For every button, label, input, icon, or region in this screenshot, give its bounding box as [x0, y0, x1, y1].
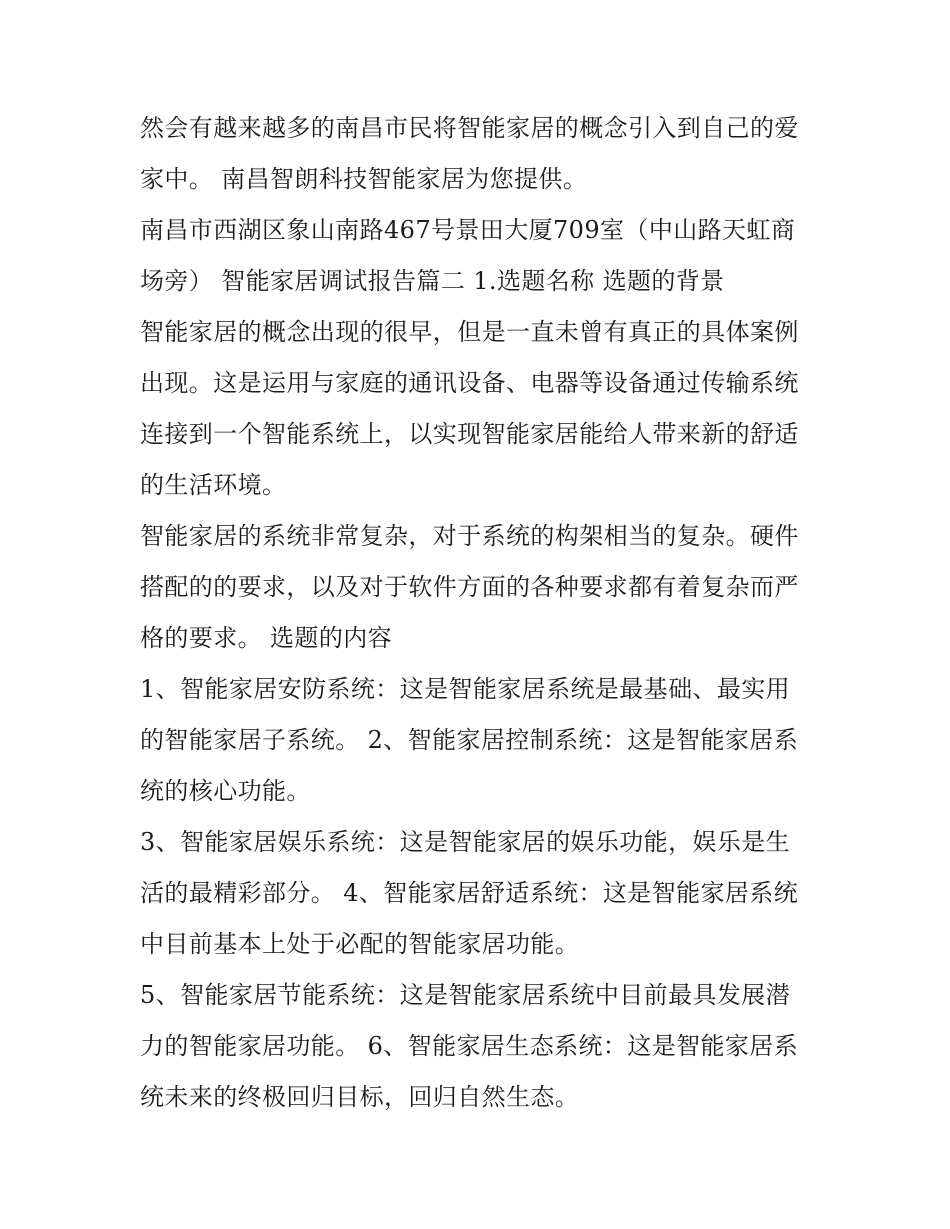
- text-line: 的智能家居子系统。 2、智能家居控制系统：这是智能家居系: [140, 726, 799, 754]
- text-line: 统的核心功能。: [140, 777, 311, 805]
- text-line: 场旁） 智能家居调试报告篇二 1.选题名称 选题的背景: [140, 267, 725, 295]
- text-line: 出现。这是运用与家庭的通讯设备、电器等设备通过传输系统: [140, 369, 799, 397]
- text-line: 家中。 南昌智朗科技智能家居为您提供。: [140, 165, 588, 193]
- text-line: 中目前基本上处于必配的智能家居功能。: [140, 930, 580, 958]
- text-line: 南昌市西湖区象山南路467号景田大厦709室（中山路天虹商: [140, 216, 796, 244]
- text-line: 统未来的终极回归目标，回归自然生态。: [140, 1083, 580, 1111]
- text-line: 智能家居的系统非常复杂，对于系统的构架相当的复杂。硬件: [140, 522, 799, 550]
- text-line: 活的最精彩部分。 4、智能家居舒适系统：这是智能家居系统: [140, 879, 799, 907]
- text-line: 搭配的的要求，以及对于软件方面的各种要求都有着复杂而严: [140, 573, 799, 601]
- text-line: 格的要求。 选题的内容: [140, 624, 393, 652]
- text-line: 的生活环境。: [140, 471, 287, 499]
- text-line: 连接到一个智能系统上，以实现智能家居能给人带来新的舒适: [140, 420, 799, 448]
- text-line: 智能家居的概念出现的很早，但是一直未曾有真正的具体案例: [140, 318, 799, 346]
- text-line: 力的智能家居功能。 6、智能家居生态系统：这是智能家居系: [140, 1032, 799, 1060]
- text-line: 3、智能家居娱乐系统：这是智能家居的娱乐功能，娱乐是生: [140, 828, 791, 856]
- text-line: 5、智能家居节能系统：这是智能家居系统中目前最具发展潜: [140, 981, 791, 1009]
- text-line: 然会有越来越多的南昌市民将智能家居的概念引入到自己的爱: [140, 114, 799, 142]
- document-body: [140, 103, 820, 1123]
- text-line: 1、智能家居安防系统：这是智能家居系统是最基础、最实用: [140, 675, 791, 703]
